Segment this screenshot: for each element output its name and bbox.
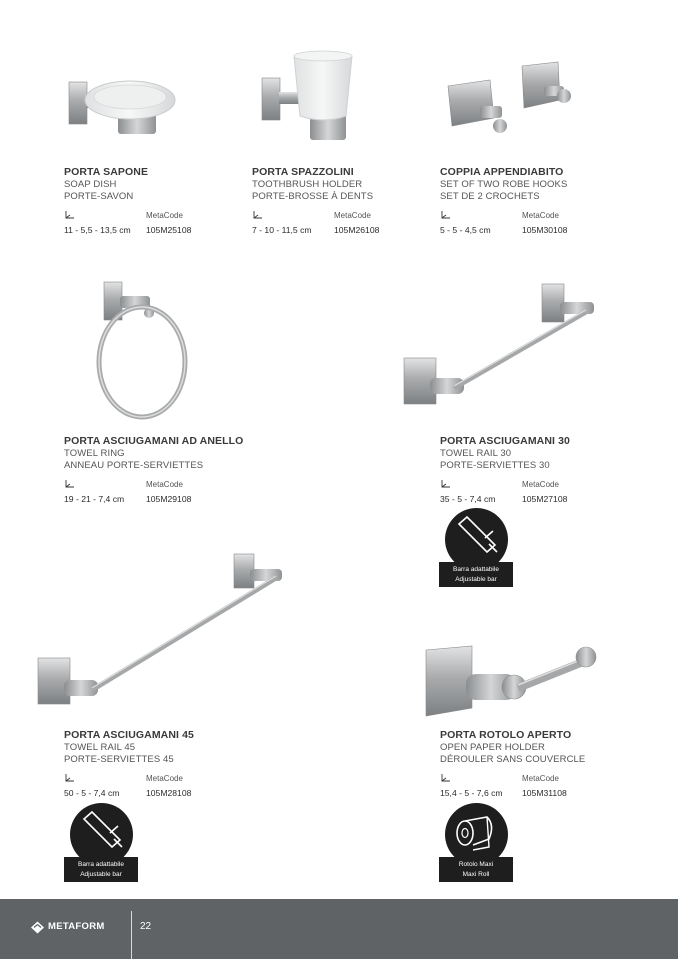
product-name-fr: PORTE-BROSSE À DENTS	[252, 191, 374, 202]
product-name-en: SOAP DISH	[64, 179, 117, 190]
brand-name: METAFORM	[48, 921, 105, 932]
metacode-label: MetaCode	[334, 211, 371, 220]
page-footer	[0, 899, 678, 959]
badge-label-it: Rotolo Maxi	[458, 861, 494, 868]
product-name-fr: DÉROULER SANS COUVERCLE	[440, 754, 586, 765]
dimensions-icon	[64, 210, 76, 220]
towel-rail-30-image	[402, 282, 598, 408]
robe-hooks-image	[444, 60, 578, 144]
product-name-en: SET OF TWO ROBE HOOKS	[440, 179, 568, 190]
badge-label-en: Adjustable bar	[80, 870, 122, 878]
product-dimensions: 11 - 5,5 - 13,5 cm	[64, 225, 131, 235]
product-name-en: OPEN PAPER HOLDER	[440, 742, 545, 753]
product-name-en: TOWEL RAIL 30	[440, 448, 512, 459]
open-paper-holder-image	[422, 640, 600, 720]
dimensions-icon	[440, 479, 452, 489]
metacode-label: MetaCode	[522, 774, 559, 783]
product-title: PORTA SPAZZOLINI	[252, 166, 354, 178]
product-name-fr: PORTE-SAVON	[64, 191, 134, 202]
product-name-fr: PORTE-SERVIETTES 30	[440, 460, 550, 471]
maxi-roll-badge	[439, 803, 515, 885]
product-name-fr: ANNEAU PORTE-SERVIETTES	[64, 460, 204, 471]
footer-divider	[131, 911, 132, 959]
product-title: PORTA ASCIUGAMANI 45	[64, 729, 194, 741]
toothbrush-holder-image	[258, 50, 356, 146]
dimensions-icon	[64, 773, 76, 783]
badge-label-it: Barra adattabile	[78, 861, 124, 868]
product-porta-spazzolini	[252, 166, 402, 240]
product-name-en: TOOTHBRUSH HOLDER	[252, 179, 363, 190]
product-porta-sapone	[64, 166, 214, 240]
product-coppia-appendiabito	[440, 166, 590, 240]
product-title: PORTA ASCIUGAMANI AD ANELLO	[64, 435, 244, 447]
product-code: 105M31108	[522, 788, 567, 798]
adjustable-bar-badge	[64, 803, 140, 885]
dimensions-icon	[440, 773, 452, 783]
metacode-label: MetaCode	[146, 211, 183, 220]
badge-label-it: Barra adattabile	[453, 566, 499, 573]
metacode-label: MetaCode	[522, 211, 559, 220]
product-dimensions: 35 - 5 - 7,4 cm	[440, 494, 496, 504]
adjustable-bar-badge	[439, 508, 515, 590]
metaform-diamond-icon	[30, 921, 45, 934]
product-name-fr: PORTE-SERVIETTES 45	[64, 754, 174, 765]
towel-rail-45-image	[36, 552, 286, 708]
badge-label-en: Maxi Roll	[462, 870, 490, 878]
product-title: PORTA ASCIUGAMANI 30	[440, 435, 570, 447]
product-dimensions: 19 - 21 - 7,4 cm	[64, 494, 125, 504]
product-code: 105M30108	[522, 225, 568, 235]
product-dimensions: 7 - 10 - 11,5 cm	[252, 225, 312, 235]
soap-dish-image	[66, 72, 180, 142]
dimensions-icon	[252, 210, 264, 220]
product-code: 105M29108	[146, 494, 192, 504]
page-number: 22	[140, 921, 152, 932]
badge-label-en: Adjustable bar	[455, 575, 497, 583]
product-code: 105M26108	[334, 225, 380, 235]
product-title: COPPIA APPENDIABITO	[440, 166, 564, 178]
product-name-en: TOWEL RING	[64, 448, 125, 459]
metaform-logo	[30, 921, 120, 935]
product-porta-asciugamani-45	[64, 729, 214, 803]
product-porta-asciugamani-anello	[64, 435, 243, 509]
product-code: 105M25108	[146, 225, 192, 235]
metacode-label: MetaCode	[522, 480, 559, 489]
product-title: PORTA ROTOLO APERTO	[440, 729, 572, 741]
towel-ring-image	[92, 280, 192, 420]
dimensions-icon	[64, 479, 76, 489]
product-code: 105M28108	[146, 788, 192, 798]
product-porta-asciugamani-30	[440, 435, 590, 509]
product-title: PORTA SAPONE	[64, 166, 149, 178]
metacode-label: MetaCode	[146, 480, 183, 489]
product-dimensions: 50 - 5 - 7,4 cm	[64, 788, 120, 798]
metacode-label: MetaCode	[146, 774, 183, 783]
product-name-en: TOWEL RAIL 45	[64, 742, 136, 753]
product-porta-rotolo-aperto	[440, 729, 590, 803]
product-dimensions: 15,4 - 5 - 7,6 cm	[440, 788, 503, 798]
product-code: 105M27108	[522, 494, 568, 504]
product-name-fr: SET DE 2 CROCHETS	[440, 191, 540, 202]
product-dimensions: 5 - 5 - 4,5 cm	[440, 225, 491, 235]
dimensions-icon	[440, 210, 452, 220]
